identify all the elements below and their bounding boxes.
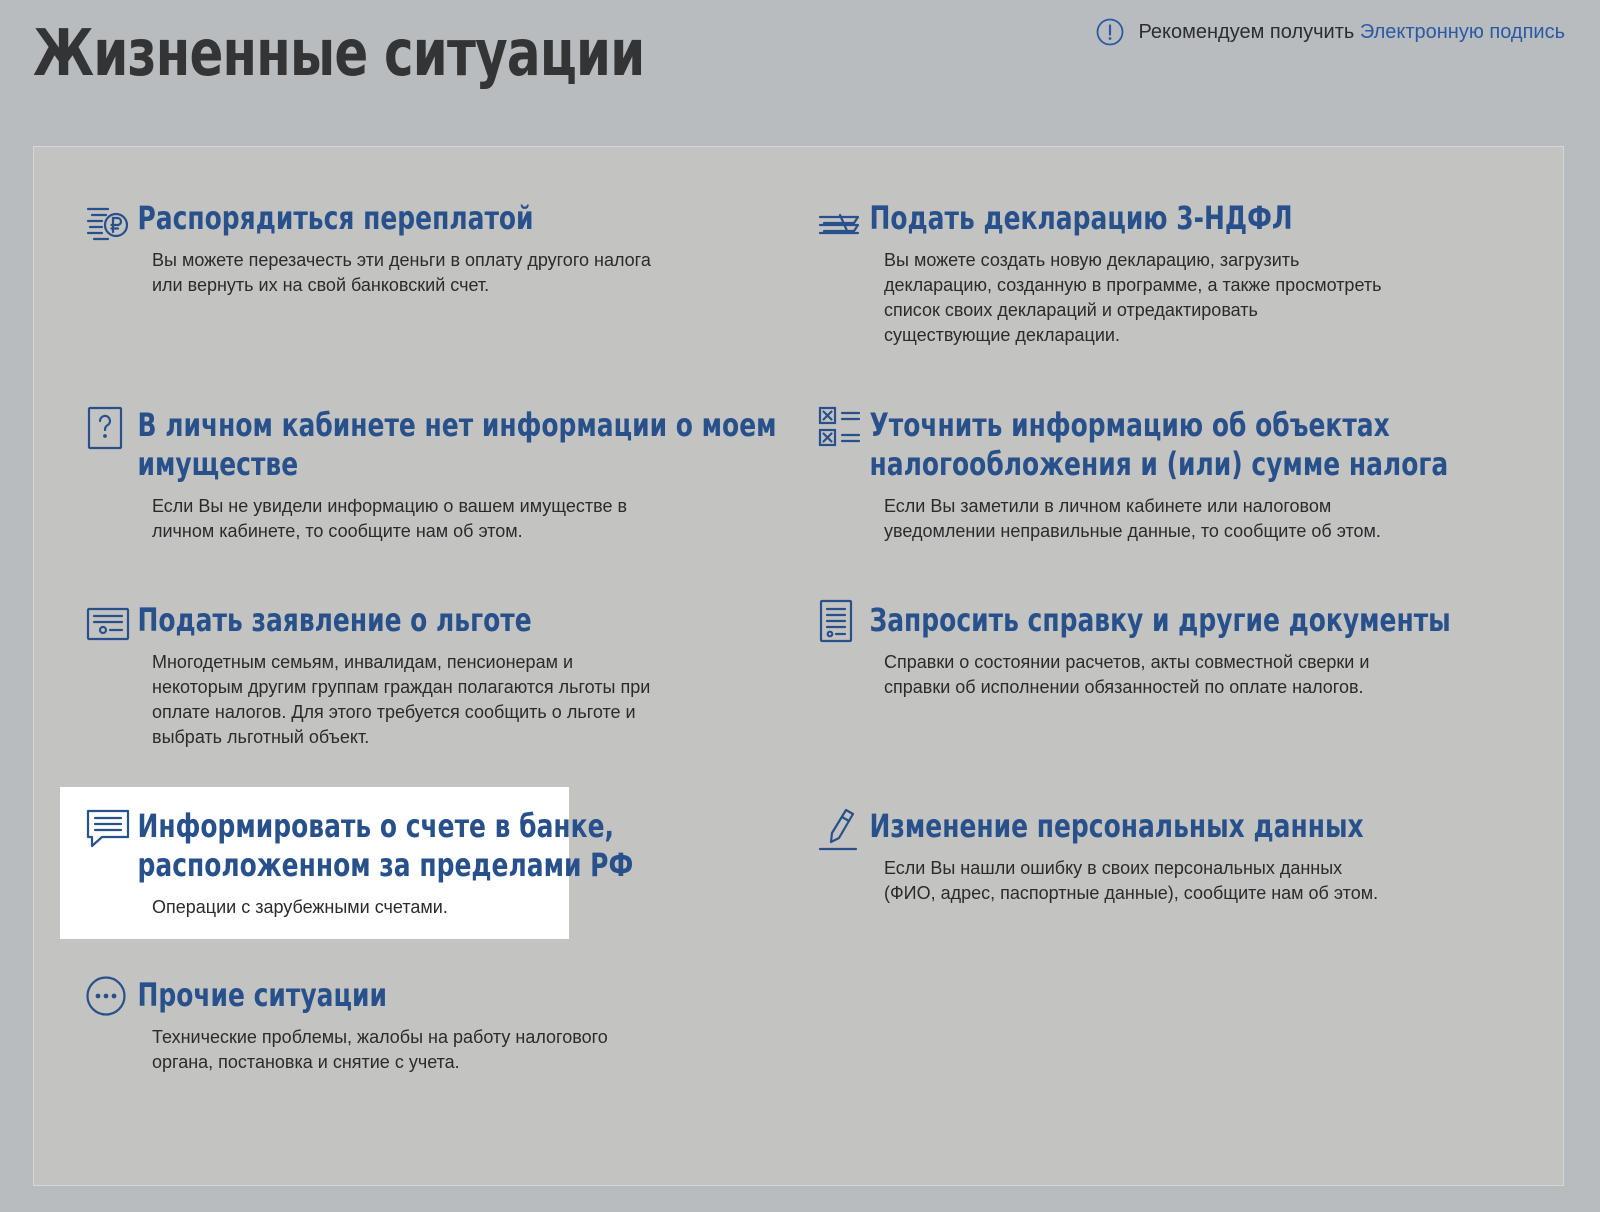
situation-description: Вы можете перезачесть эти деньги в оплату другого налога или вернуть их на свой банковский счет. xyxy=(152,250,651,295)
situation-title[interactable]: Изменение персональных данных xyxy=(869,807,1364,845)
situation-description: Справки о состоянии расчетов, акты совместной сверки и справки об исполнении обязанностей по оплате налогов. xyxy=(884,652,1370,697)
situation-title[interactable]: В личном кабинете нет информации о моем имуществе xyxy=(137,406,777,483)
situation-benefit[interactable] xyxy=(86,601,657,750)
situation-description: Технические проблемы, жалобы на работу налогового органа, постановка и снятие с учета. xyxy=(152,1027,608,1072)
situation-personal-data[interactable] xyxy=(818,807,1518,906)
signature-notice xyxy=(1096,18,1565,46)
situation-overpayment[interactable] xyxy=(86,199,660,298)
electronic-signature-link[interactable]: Электронную подпись xyxy=(1359,20,1565,43)
situation-title[interactable]: Распорядиться переплатой xyxy=(137,199,534,237)
page-title: Жизненные ситуации xyxy=(33,17,645,91)
situation-description: Вы можете создать новую декларацию, загрузить декларацию, созданную в программе, а также просмотреть список своих деклараций и отредактировать существующие декларации. xyxy=(884,250,1382,345)
situation-title[interactable]: Запросить справку и другие документы xyxy=(869,601,1451,639)
exclamation-circle-icon xyxy=(1096,18,1124,46)
situation-title[interactable]: Подать заявление о льготе xyxy=(137,601,532,639)
situation-description: Если Вы не увидели информацию о вашем имуществе в личном кабинете, то сообщите нам об этом. xyxy=(152,496,628,541)
situation-title[interactable]: Подать декларацию 3-НДФЛ xyxy=(869,199,1293,237)
situation-description: Если Вы нашли ошибку в своих персональных данных (ФИО, адрес, паспортные данные), сообщите нам об этом. xyxy=(884,858,1379,903)
situation-clarify-tax[interactable] xyxy=(818,406,1600,544)
notice-text: Рекомендуем получить xyxy=(1138,20,1355,43)
situation-foreign-bank-account[interactable] xyxy=(86,807,788,920)
situation-description: Многодетным семьям, инвалидам, пенсионерам и некоторым другим группам граждан полагаются льготы при оплате налогов. Для этого требуется сообщить о льготе и выбрать льготный объект. xyxy=(152,652,651,747)
situation-title[interactable]: Уточнить информацию об объектах налогообложения и (или) сумме налога xyxy=(869,406,1449,483)
situation-description: Операции с зарубежными счетами. xyxy=(152,897,448,917)
situation-title[interactable]: Информировать о счете в банке, расположенном за пределами РФ xyxy=(137,807,634,884)
situation-other[interactable] xyxy=(86,976,608,1075)
situation-description: Если Вы заметили в личном кабинете или налоговом уведомлении неправильные данные, то сообщите об этом. xyxy=(884,496,1381,541)
situation-title[interactable]: Прочие ситуации xyxy=(137,976,387,1014)
situation-declaration[interactable] xyxy=(818,199,1426,348)
situation-request-documents[interactable] xyxy=(818,601,1600,700)
